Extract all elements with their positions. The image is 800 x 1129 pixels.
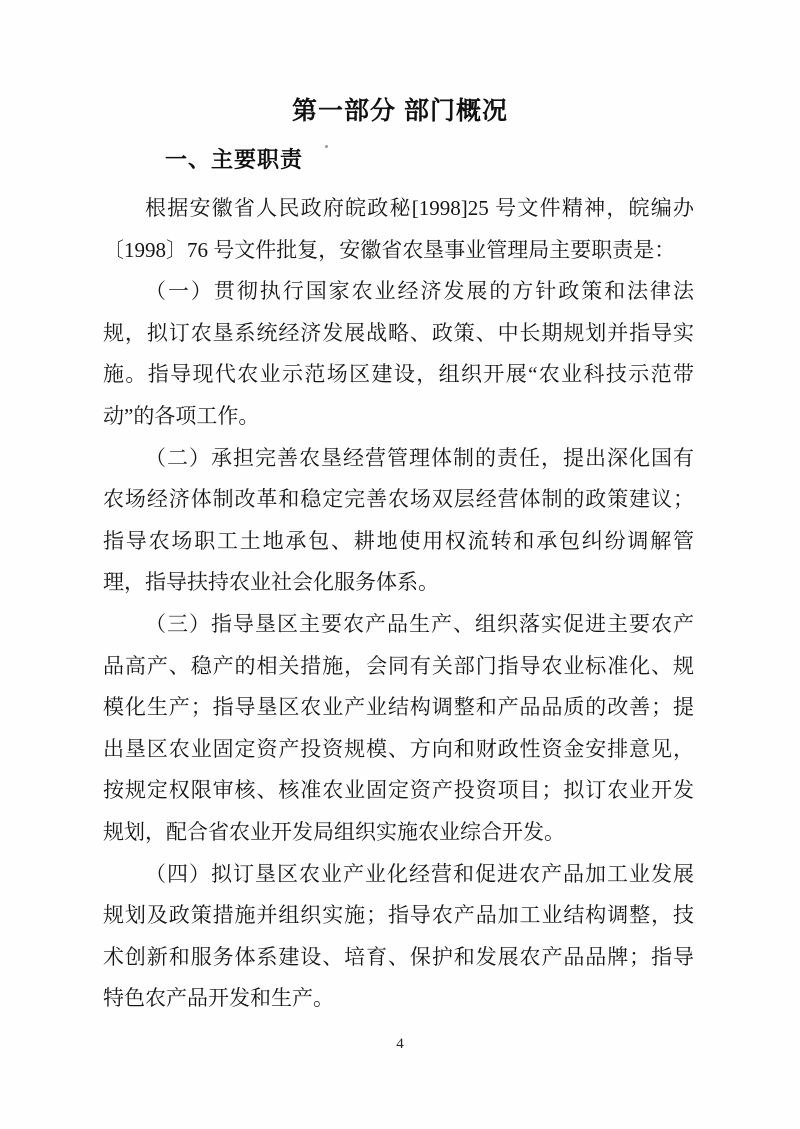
text-line: 动”的各项工作。	[103, 403, 260, 428]
text-line: 出垦区农业固定资产投资规模、方向和财政性资金安排意见，	[103, 736, 694, 761]
document-body	[103, 188, 694, 1020]
paragraph-item-1	[103, 271, 694, 437]
text-line: 规，拟订农垦系统经济发展战略、政策、中长期规划并指导实	[103, 320, 694, 345]
paragraph-item-3	[103, 604, 694, 854]
text-line: 品高产、稳产的相关措施，会同有关部门指导农业标准化、规	[103, 653, 694, 678]
text-line: 按规定权限审核、核准农业固定资产投资项目；拟订农业开发	[103, 778, 694, 803]
text-line: （四）拟订垦区农业产业化经营和促进农产品加工业发展	[145, 861, 694, 886]
text-line: 特色农产品开发和生产。	[103, 986, 334, 1011]
paragraph-intro	[103, 188, 694, 271]
paragraph-item-2	[103, 438, 694, 604]
section-heading: 一、主要职责	[165, 147, 304, 172]
text-line: 规划，配合省农业开发局组织实施农业综合开发。	[103, 819, 565, 844]
text-line: 规划及政策措施并组织实施；指导农产品加工业结构调整，技	[103, 903, 694, 928]
text-line: （三）指导垦区主要农产品生产、组织落实促进主要农产	[145, 611, 694, 636]
text-line: 理，指导扶持农业社会化服务体系。	[103, 570, 439, 595]
text-line: （一）贯彻执行国家农业经济发展的方针政策和法律法	[145, 279, 694, 304]
text-line: 〔1998〕76 号文件批复，安徽省农垦事业管理局主要职责是：	[103, 237, 676, 262]
text-line: 施。指导现代农业示范场区建设，组织开展“农业科技示范带	[103, 362, 694, 387]
text-line: （二）承担完善农垦经营管理体制的责任，提出深化国有	[145, 445, 694, 470]
text-line: 模化生产；指导垦区农业产业结构调整和产品品质的改善；提	[103, 695, 694, 720]
text-line: 根据安徽省人民政府皖政秘[1998]25 号文件精神，皖编办	[145, 196, 694, 220]
page-title: 第一部分 部门概况	[292, 97, 508, 125]
page-number: 4	[396, 1036, 404, 1052]
paragraph-item-4	[103, 854, 694, 1020]
scan-artifact-dot	[325, 145, 328, 148]
text-line: 术创新和服务体系建设、培育、保护和发展农产品品牌；指导	[103, 944, 694, 969]
text-line: 农场经济体制改革和稳定完善农场双层经营体制的政策建议；	[103, 487, 694, 512]
text-line: 指导农场职工土地承包、耕地使用权流转和承包纠纷调解管	[103, 528, 694, 553]
